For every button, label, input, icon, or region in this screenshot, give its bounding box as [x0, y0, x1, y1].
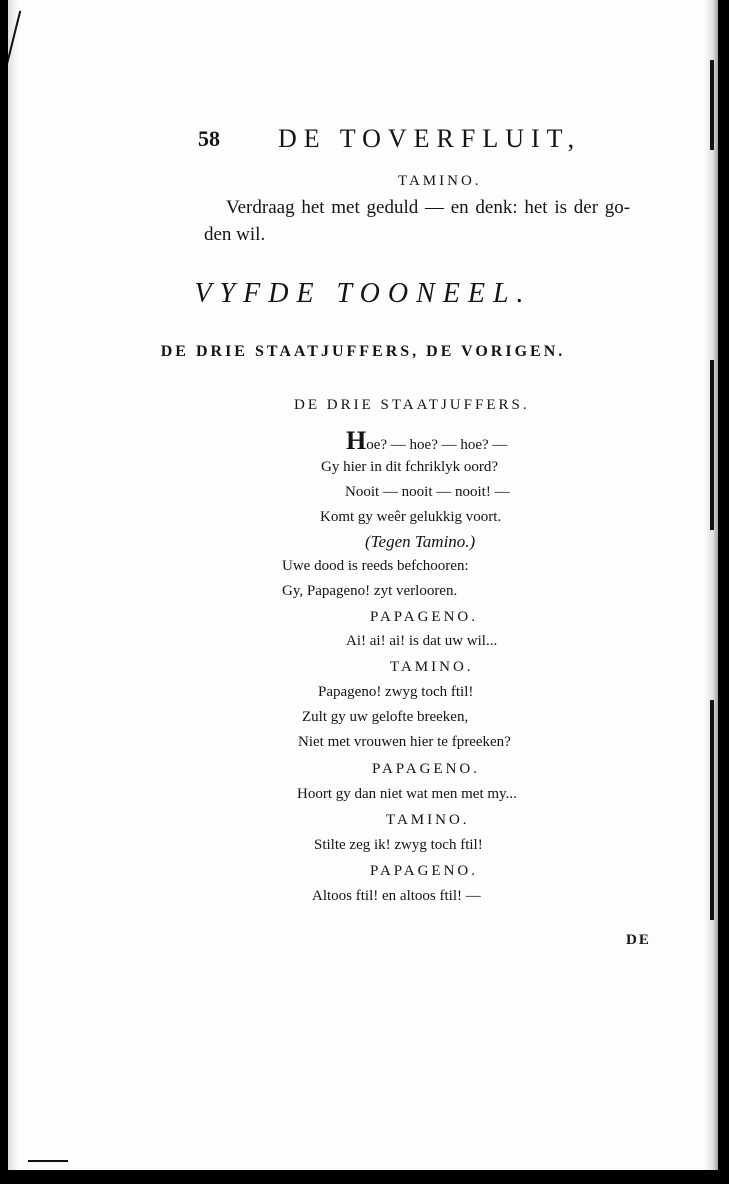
stage-direction: (Tegen Tamino.)	[365, 532, 476, 551]
prose-line-1: Verdraag het met geduld — en denk: het is der go-	[226, 197, 631, 218]
catchword: DE	[626, 932, 651, 948]
verse-line-10: Niet met vrouwen hier te fpreeken?	[298, 734, 511, 750]
verse-line-9: Zult gy uw gelofte breeken,	[302, 709, 469, 725]
speaker-drie-staatjuffers: DE DRIE STAATJUFFERS.	[294, 397, 530, 413]
verse-line-11: Hoort gy dan niet wat men met my...	[297, 786, 517, 802]
speaker-tamino-3: TAMINO.	[386, 812, 470, 828]
edge-mark-1	[710, 60, 714, 150]
verse-line-1	[346, 428, 507, 454]
running-title: DE TOVERFLUIT,	[278, 124, 582, 153]
speaker-tamino-2: TAMINO.	[390, 659, 474, 675]
speaker-papageno-1: PAPAGENO.	[370, 609, 479, 625]
prose-line-2: den wil.	[204, 224, 266, 245]
verse-line-6: Gy, Papageno! zyt verlooren.	[282, 583, 458, 599]
edge-mark-3	[710, 700, 714, 920]
speaker-papageno-3: PAPAGENO.	[370, 863, 479, 879]
page-edge-shadow-left	[8, 0, 18, 1170]
verse-line-8: Papageno! zwyg toch ftil!	[318, 684, 474, 700]
drop-cap: H	[346, 426, 367, 455]
verse-line-5: Uwe dood is reeds befchooren:	[282, 558, 469, 574]
verse-line-12: Stilte zeg ik! zwyg toch ftil!	[314, 837, 483, 853]
verse-line-7: Ai! ai! ai! is dat uw wil...	[346, 633, 498, 649]
page-edge-shadow-right	[704, 0, 718, 1170]
verse-line-4: Komt gy weêr gelukkig voort.	[320, 509, 502, 525]
verse-line-13: Altoos ftil! en altoos ftil! —	[312, 888, 481, 904]
speaker-tamino-1: TAMINO.	[398, 173, 482, 189]
edge-mark-2	[710, 360, 714, 530]
book-page	[8, 0, 718, 1170]
scene-heading: VYFDE TOONEEL.	[194, 278, 532, 309]
bottom-edge-mark	[28, 1160, 68, 1162]
page-number: 58	[198, 126, 220, 151]
verse-line-1-rest: oe? — hoe? — hoe? —	[366, 437, 508, 453]
speaker-papageno-2: PAPAGENO.	[372, 761, 481, 777]
verse-line-2: Gy hier in dit fchriklyk oord?	[321, 459, 499, 475]
verse-line-3: Nooit — nooit — nooit! —	[345, 484, 510, 500]
cast-list: DE DRIE STAATJUFFERS, DE VORIGEN.	[160, 343, 566, 360]
